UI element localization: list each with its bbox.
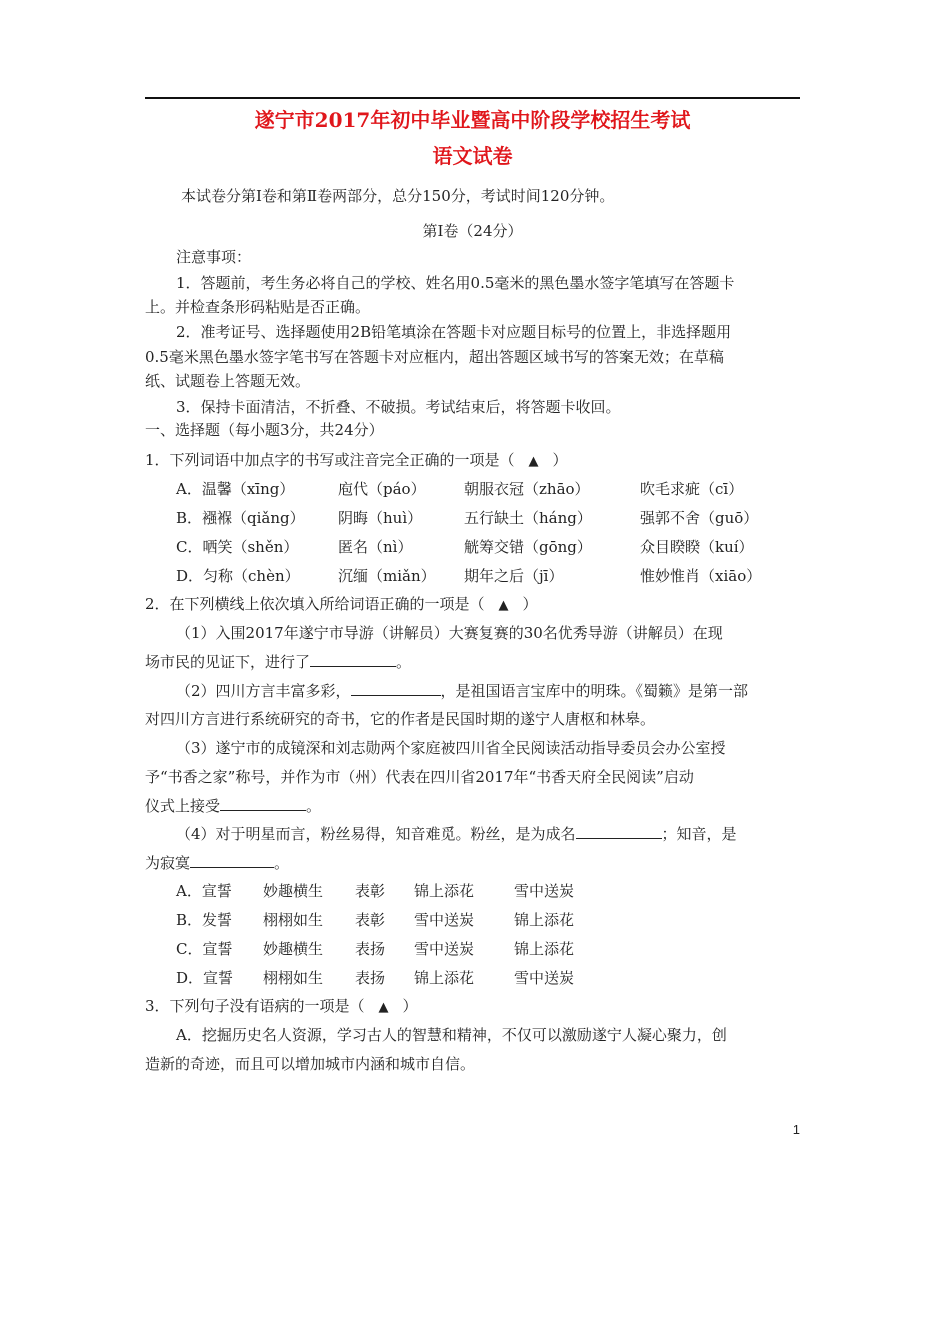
option-cell: 匿名（nì） — [338, 538, 413, 556]
note-line: 3．保持卡面清洁，不折叠、不破损。考试结束后，将答题卡收回。 — [176, 398, 621, 416]
q2-para-line: （1）入围2017年遂宁市导游（讲解员）大赛复赛的30名优秀导游（讲解员）在现 — [176, 624, 723, 642]
q2-para-line: 对四川方言进行系统研究的奇书，它的作者是民国时期的遂宁人唐枢和林皋。 — [145, 710, 656, 728]
note-line: 上。并检查条形码粘贴是否正确。 — [145, 298, 371, 316]
blank-line — [220, 796, 306, 811]
blank-line — [351, 681, 441, 696]
note-line: 纸、试题卷上答题无效。 — [145, 372, 311, 390]
q2-para-line: （4）对于明星而言，粉丝易得，知音难觅。粉丝，是为成名 ；知音，是 — [176, 825, 737, 843]
option-cell: 强郭不舍（guō） — [640, 509, 759, 527]
answer-triangle-icon: ▲ — [498, 598, 509, 613]
option-cell: 沉缅（miǎn） — [338, 567, 436, 585]
exam-subtitle: 语文试卷 — [432, 144, 513, 168]
note-line: 0.5毫米黑色墨水签字笔书写在答题卡对应框内，超出答题区域书写的答案无效；在草稿 — [145, 348, 724, 366]
option-cell: 表扬 — [355, 969, 386, 987]
note-line: 1．答题前，考生务必将自己的学校、姓名用0.5毫米的黑色墨水签字笔填写在答题卡 — [176, 274, 735, 292]
option-cell: 雪中送炭 — [514, 969, 575, 987]
option-cell: 期年之后（jī） — [464, 567, 564, 585]
option-cell: 庖代（páo） — [338, 480, 426, 498]
option-cell: 锦上添花 — [514, 911, 575, 929]
q2-para-line: 予“书香之家”称号，并作为市（州）代表在四川省2017年“书香天府全民阅读”启动 — [145, 768, 694, 786]
option-cell: 吹毛求疵（cī） — [640, 480, 744, 498]
q2-para-line: 为寂寞 。 — [145, 854, 290, 872]
intro-text: 本试卷分第Ⅰ卷和第Ⅱ卷两部分，总分150分，考试时间120分钟。 — [181, 187, 615, 205]
note-line: 2．准考证号、选择题使用2B铅笔填涂在答题卡对应题目标号的位置上，非选择题用 — [176, 323, 732, 341]
option-cell: 栩栩如生 — [263, 969, 324, 987]
header-rule — [145, 97, 800, 99]
option-row: A．宣誓 — [176, 882, 232, 900]
option-cell: 锦上添花 — [414, 882, 475, 900]
option-cell: 妙趣横生 — [263, 882, 324, 900]
question-2-stem: 2．在下列横线上依次填入所给词语正确的一项是（ ▲ ） — [145, 595, 538, 613]
option-row: A．温馨（xīng） — [176, 480, 295, 498]
q2-para-line: （2）四川方言丰富多彩， ，是祖国语言宝库中的明珠。《蜀籁》是第一部 — [176, 682, 749, 700]
page-number: 1 — [792, 1122, 800, 1137]
option-cell: 惟妙惟肖（xiāo） — [640, 567, 762, 585]
question-3-stem: 3．下列句子没有语病的一项是（ ▲ ） — [145, 997, 418, 1015]
option-cell: 栩栩如生 — [263, 911, 324, 929]
option-cell: 朝服衣冠（zhāo） — [464, 480, 590, 498]
q2-para-line: 仪式上接受 。 — [145, 797, 322, 815]
answer-triangle-icon: ▲ — [378, 1000, 389, 1015]
option-cell: 雪中送炭 — [514, 882, 575, 900]
option-cell: 阴晦（huì） — [338, 509, 423, 527]
option-cell: 雪中送炭 — [414, 911, 475, 929]
option-row: B．襁褓（qiǎng） — [176, 509, 305, 527]
option-cell: 觥筹交错（gōng） — [464, 538, 592, 556]
blank-line — [310, 652, 396, 667]
option-cell: 表扬 — [355, 940, 386, 958]
option-row: B．发誓 — [176, 911, 233, 929]
option-cell: 众目睽睽（kuí） — [640, 538, 754, 556]
answer-triangle-icon: ▲ — [528, 454, 539, 469]
option-cell: 妙趣横生 — [263, 940, 324, 958]
option-row: C．宣誓 — [176, 940, 233, 958]
option-cell: 锦上添花 — [514, 940, 575, 958]
option-cell: 表彰 — [355, 882, 386, 900]
blank-line — [576, 824, 662, 839]
question-1-stem: 1．下列词语中加点字的书写或注音完全正确的一项是（ ▲ ） — [145, 451, 568, 469]
exam-title: 遂宁市2017年初中毕业暨高中阶段学校招生考试 — [254, 108, 691, 132]
option-cell: 雪中送炭 — [414, 940, 475, 958]
q3-option-line: A．挖掘历史名人资源，学习古人的智慧和精神，不仅可以激励遂宁人凝心聚力，创 — [176, 1026, 727, 1044]
part-title: 第Ⅰ卷（24分） — [422, 222, 523, 240]
section-heading: 一、选择题（每小题3分，共24分） — [145, 421, 384, 439]
option-cell: 锦上添花 — [414, 969, 475, 987]
q3-option-line: 造新的奇迹，而且可以增加城市内涵和城市自信。 — [145, 1055, 476, 1073]
option-row: D．宣誓 — [176, 969, 234, 987]
option-cell: 表彰 — [355, 911, 386, 929]
option-row: D．匀称（chèn） — [176, 567, 300, 585]
option-row: C．哂笑（shěn） — [176, 538, 299, 556]
blank-line — [190, 853, 274, 868]
q2-para-line: （3）遂宁市的成镜深和刘志勋两个家庭被四川省全民阅读活动指导委员会办公室授 — [176, 739, 726, 757]
notes-heading: 注意事项： — [176, 248, 252, 266]
q2-para-line: 场市民的见证下，进行了 。 — [145, 653, 412, 671]
option-cell: 五行缺土（háng） — [464, 509, 592, 527]
